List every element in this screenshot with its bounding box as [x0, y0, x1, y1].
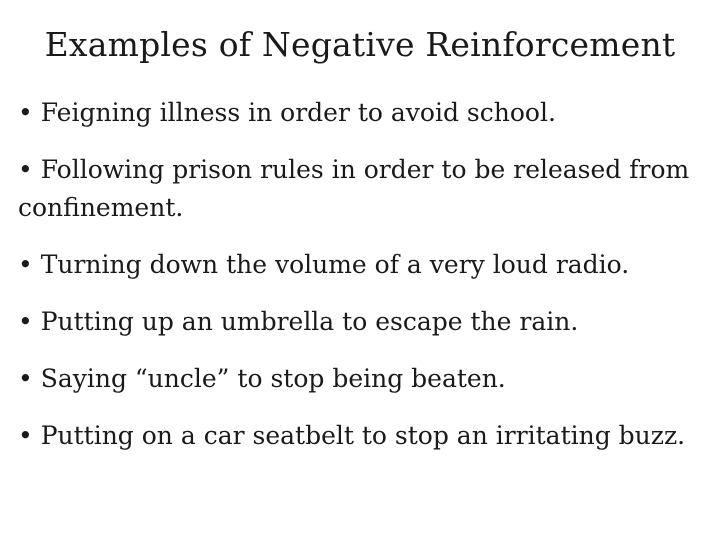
- bullet-text: • Putting on a car seatbelt to stop an irritating buzz.: [18, 421, 686, 450]
- bullet-text: • Turning down the volume of a very loud radio.: [18, 250, 630, 279]
- bullet-text: • Putting up an umbrella to escape the rain.: [18, 307, 579, 336]
- bullet-item: [18, 360, 716, 398]
- bullet-item: [18, 94, 716, 132]
- bullet-item: [18, 151, 716, 227]
- bullet-text: • Feigning illness in order to avoid school.: [18, 98, 556, 127]
- bullet-text: • Following prison rules in order to be released from confinement.: [18, 155, 690, 222]
- bullet-text: • Saying “uncle” to stop being beaten.: [18, 364, 506, 393]
- bullet-list: [18, 94, 716, 474]
- bullet-item: [18, 417, 716, 455]
- slide-title: Examples of Negative Reinforcement: [44, 25, 676, 64]
- bullet-item: [18, 246, 716, 284]
- bullet-item: [18, 303, 716, 341]
